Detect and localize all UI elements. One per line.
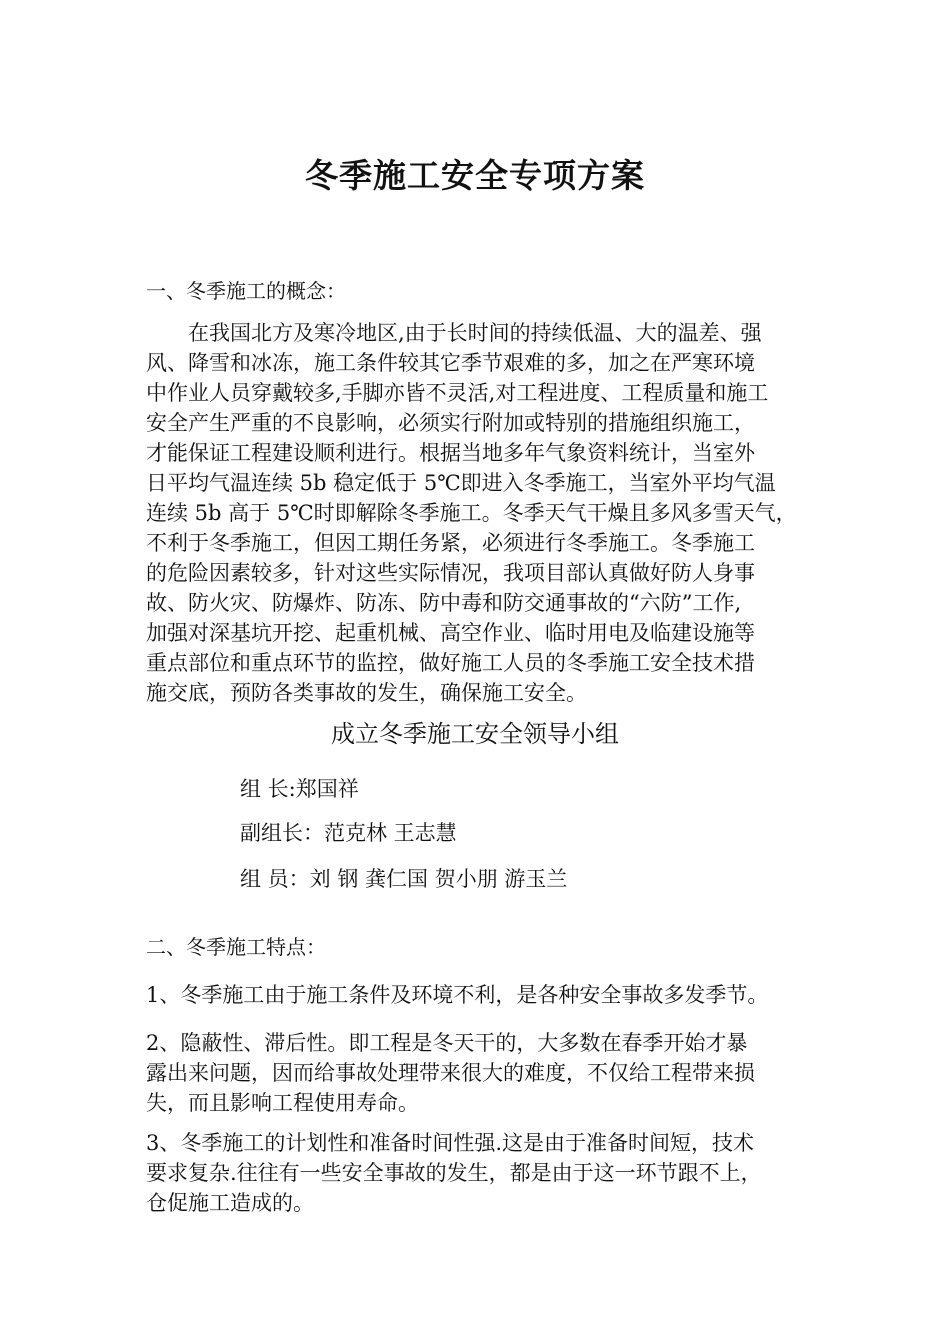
item-line: 露出来问题，因而给事故处理带来很大的难度，不仅给工程带来损 [146,1061,755,1085]
team-subtitle: 成立冬季施工安全领导小组 [331,720,619,748]
item-line: 3、冬季施工的计划性和准备时间性强.这是由于准备时间短，技术 [146,1131,755,1155]
section1-paragraph [146,318,826,708]
section2-item2 [146,1028,826,1118]
item-line: 1、冬季施工由于施工条件及环境不利，是各种安全事故多发季节。 [146,983,769,1007]
section2-heading: 二、冬季施工特点： [146,935,326,959]
paragraph-line: 连续 5b 高于 5℃时即解除冬季施工。冬季天气干燥且多风多雪天气， [146,501,797,525]
document-title: 冬季施工安全专项方案 [305,156,645,195]
paragraph-line: 故、防火灾、防爆炸、防冻、防中毒和防交通事故的“六防”工作, [146,591,742,615]
section1-heading: 一、冬季施工的概念： [146,279,346,303]
paragraph-line: 中作业人员穿戴较多,手脚亦皆不灵活,对工程进度、工程质量和施工 [146,381,769,405]
item-line: 仓促施工造成的。 [146,1191,314,1215]
paragraph-line: 风、降雪和冰冻，施工条件较其它季节艰难的多，加之在严寒环境 [146,351,755,375]
paragraph-line: 安全产生严重的不良影响，必须实行附加或特别的措施组织施工， [146,411,755,435]
item-line: 2、隐蔽性、滞后性。即工程是冬天干的，大多数在春季开始才暴 [146,1031,748,1055]
paragraph-line: 日平均气温连续 5b 稳定低于 5℃即进入冬季施工，当室外平均气温 [146,471,776,495]
paragraph-line: 重点部位和重点环节的监控，做好施工人员的冬季施工安全技术措 [146,651,755,675]
item-line: 失，而且影响工程使用寿命。 [146,1091,419,1115]
team-members: 组 员：刘 钢 龚仁国 贺小朋 游玉兰 [240,867,568,891]
section2-item3 [146,1128,826,1218]
paragraph-line: 在我国北方及寒冷地区,由于长时间的持续低温、大的温差、强 [146,321,762,345]
paragraph-line: 施交底，预防各类事故的发生，确保施工安全。 [146,681,587,705]
paragraph-line: 不利于冬季施工，但因工期任务紧，必须进行冬季施工。冬季施工 [146,531,755,555]
paragraph-line: 的危险因素较多，针对这些实际情况，我项目部认真做好防人身事 [146,561,755,585]
paragraph-line: 才能保证工程建设顺利进行。根据当地多年气象资料统计，当室外 [146,441,755,465]
team-deputy: 副组长：范克林 王志慧 [240,821,457,845]
section2-item1 [146,980,826,1010]
team-leader: 组 长:郑国祥 [240,777,359,801]
paragraph-line: 加强对深基坑开挖、起重机械、高空作业、临时用电及临建设施等 [146,621,755,645]
item-line: 要求复杂.往往有一些安全事故的发生，都是由于这一环节跟不上， [146,1161,762,1185]
